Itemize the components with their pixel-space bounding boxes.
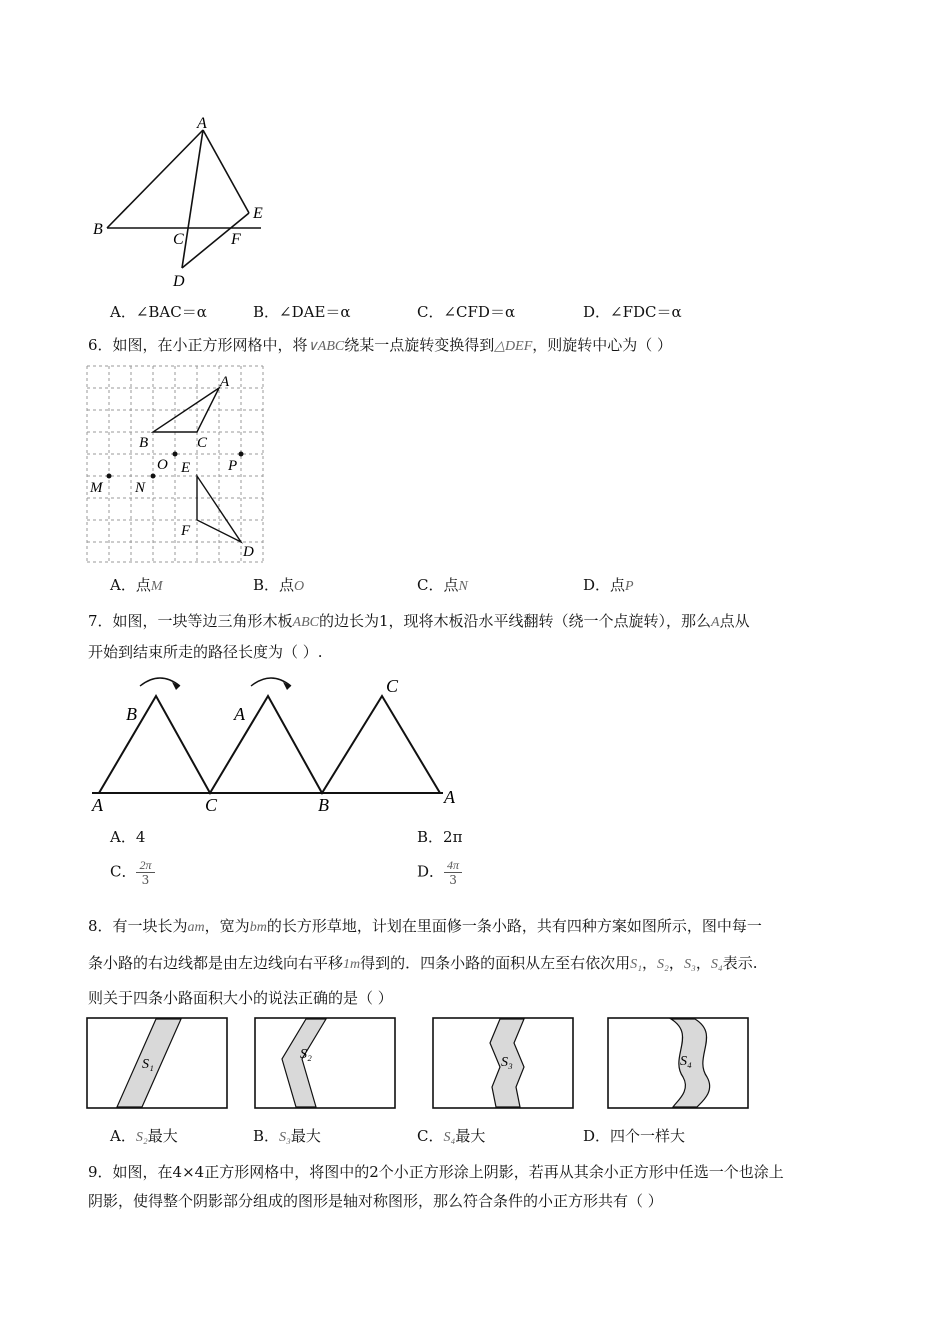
q8-fig3-label: S₃ <box>501 1055 513 1070</box>
q8-figure-2 <box>254 1017 396 1109</box>
q7-label-b-bottom: B <box>318 795 329 815</box>
q8-figure-1 <box>86 1017 228 1109</box>
q8-stem-line3: 则关于四条小路面积大小的说法正确的是（ ） <box>88 989 393 1007</box>
q6-option-b[interactable]: B．点O <box>253 576 305 594</box>
q7-label-a-top: A <box>234 704 245 724</box>
q8-stem-line1: 8．有一块长为am，宽为bm的长方形草地，计划在里面修一条小路，共有四种方案如图所示，图中每一 <box>88 917 762 935</box>
q5-label-e: E <box>253 205 263 222</box>
q7-option-a[interactable]: A．4 <box>110 828 146 846</box>
q8-option-d[interactable]: D．四个一样大 <box>583 1127 686 1145</box>
q7-label-a-left: A <box>92 795 103 815</box>
q6-label-f: F <box>181 523 191 539</box>
q6-label-c: C <box>197 435 208 451</box>
q7-option-b[interactable]: B．2π <box>417 828 463 846</box>
q6-label-d: D <box>243 544 254 560</box>
q7-option-c[interactable]: C． $\frac{2\pi}{3}$ <box>110 858 155 887</box>
q7-stem-line1: 7．如图，一块等边三角形木板ABC的边长为1，现将木板沿水平线翻转（绕一个点旋转），那么A点从 <box>88 612 750 630</box>
q6-label-o: O <box>157 457 168 473</box>
q5-label-f: F <box>231 231 241 248</box>
q7-option-d[interactable]: D． $\frac{4\pi}{3}$ <box>417 858 462 887</box>
q7-label-c-top: C <box>386 676 399 696</box>
q5-label-a: A <box>197 115 207 132</box>
q6-label-e: E <box>181 460 191 476</box>
q5-figure <box>85 110 285 290</box>
q5-label-b: B <box>93 221 103 238</box>
q7-label-b-top: B <box>126 704 137 724</box>
q8-option-c[interactable]: C．S₄最大 <box>417 1127 486 1145</box>
q7-label-c-bottom: C <box>205 795 218 815</box>
q6-label-b: B <box>139 435 149 451</box>
q8-stem-line2: 条小路的右边线都是由左边线向右平移1m得到的．四条小路的面积从左至右依次用S₁，S₂，S₃，S₄表示. <box>88 954 758 972</box>
q5-label-d: D <box>173 273 185 290</box>
q6-option-a[interactable]: A．点M <box>110 576 163 594</box>
q8-fig4-label: S₄ <box>680 1054 692 1069</box>
q5-option-d[interactable]: D．∠FDC＝α <box>583 303 682 321</box>
q5-option-b[interactable]: B．∠DAE＝α <box>253 303 351 321</box>
q8-fig1-label: S₁ <box>142 1057 154 1072</box>
q6-grid-figure <box>85 364 265 564</box>
q7-stem-line2: 开始到结束所走的路径长度为（ ）. <box>88 643 323 661</box>
q6-label-n: N <box>135 480 146 496</box>
q8-option-b[interactable]: B．S₃最大 <box>253 1127 321 1145</box>
q7-label-a-right: A <box>444 787 455 807</box>
q6-option-d[interactable]: D．点P <box>583 576 634 594</box>
q5-option-c[interactable]: C．∠CFD＝α <box>417 303 516 321</box>
q8-fig2-label: S₂ <box>300 1047 312 1062</box>
q6-option-c[interactable]: C．点N <box>417 576 468 594</box>
q5-option-a[interactable]: A．∠BAC＝α <box>110 303 207 321</box>
q9-stem-line2: 阴影，使得整个阴影部分组成的图形是轴对称图形，那么符合条件的小正方形共有（ ） <box>88 1192 663 1210</box>
q6-label-p: P <box>228 458 238 474</box>
q8-figure-4 <box>607 1017 749 1109</box>
q6-label-a: A <box>220 374 230 390</box>
q8-option-a[interactable]: A．S₂最大 <box>110 1127 178 1145</box>
q7-figure <box>88 668 468 818</box>
q8-figure-3 <box>432 1017 574 1109</box>
q5-label-c: C <box>173 231 184 248</box>
q6-label-m: M <box>90 480 103 496</box>
q9-stem-line1: 9．如图，在4×4正方形网格中，将图中的2个小正方形涂上阴影，若再从其余小正方形中任选一个也涂上 <box>88 1163 784 1181</box>
q6-stem: 6．如图，在小正方形网格中，将∨ABC绕某一点旋转变换得到△DEF，则旋转中心为（ ） <box>88 336 673 354</box>
